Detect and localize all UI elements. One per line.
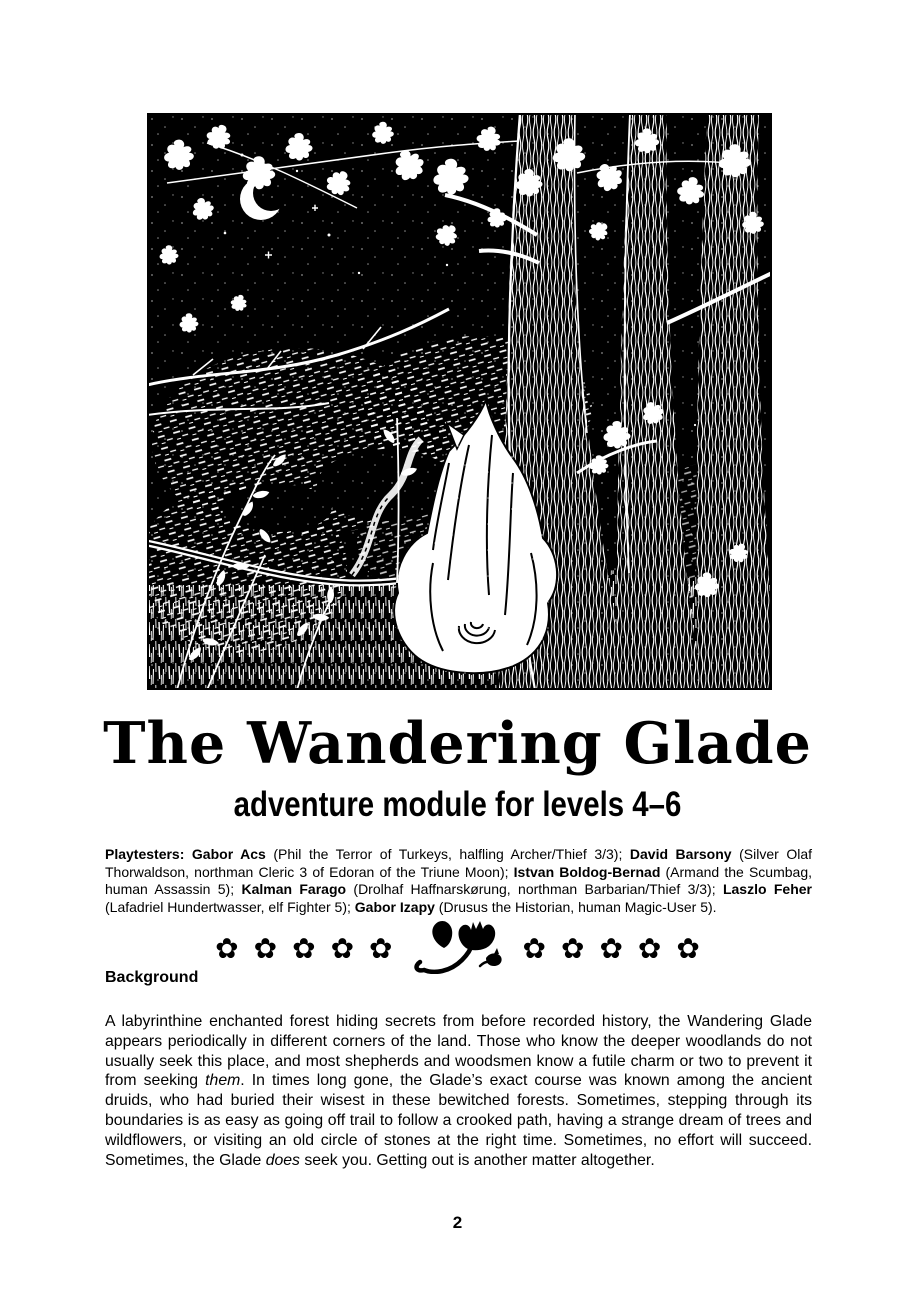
florette-icon: ✿ bbox=[253, 932, 278, 965]
module-title: The Wandering Glade bbox=[103, 710, 812, 777]
tulip-ornament-icon bbox=[410, 918, 506, 974]
florette-icon: ✿ bbox=[215, 932, 239, 965]
florette-icon: ✿ bbox=[676, 932, 700, 965]
florette-icon: ✿ bbox=[522, 932, 546, 965]
background-heading: Background bbox=[105, 969, 199, 986]
forest-woodcut-svg bbox=[147, 113, 772, 690]
module-subtitle-row bbox=[0, 785, 915, 825]
page-number: 2 bbox=[452, 1213, 463, 1232]
florette-icon: ✿ bbox=[599, 932, 623, 965]
forest-woodcut-illustration bbox=[147, 113, 772, 690]
background-paragraph: A labyrinthine enchanted forest hiding secrets from before recorded history, the Wandering Glade appears periodically in different corners of the land. Those who know the deeper woodlands do not usually seek this place, and most shepherds and woodsmen know a futile charm or two to prevent it from seeking them. In times long gone, the Glade’s exact course was known among the ancient druids, who had buried their wisest in these bewitched forests. Sometimes, stepping through its boundaries is as easy as going off trail to follow a crooked path, having a strange dream of trees and wildflowers, or visiting an old circle of stones at the right time. Sometimes, no effort will succeed. Sometimes, the Glade does seek you. Getting out is another matter altogether. bbox=[105, 1013, 812, 1169]
speckle-texture bbox=[147, 113, 772, 690]
florette-icon: ✿ bbox=[560, 932, 585, 965]
playtesters-credits: Playtesters: Gabor Acs (Phil the Terror of Turkeys, halfling Archer/Thief 3/3); David Barsony (Silver Olaf Thorwaldson, northman Cleric 3 of Edoran of the Triune Moon); Istvan Boldog-Bernad (Armand the Scumbag, human Assassin 5); Kalman Farago (Drolhaf Haffnarskørung, northman Barbarian/Thief 3/3); Laszlo Feher (Lafadriel Hundertwasser, elf Fighter 5); Gabor Izapy (Drusus the Historian, human Magic-User 5). bbox=[105, 846, 813, 915]
florette-icon: ✿ bbox=[292, 932, 316, 965]
florette-icon: ✿ bbox=[637, 932, 662, 965]
module-subtitle: adventure module for levels 4–6 bbox=[233, 785, 682, 824]
florette-icon: ✿ bbox=[369, 932, 393, 965]
florette-icon: ✿ bbox=[330, 932, 355, 965]
